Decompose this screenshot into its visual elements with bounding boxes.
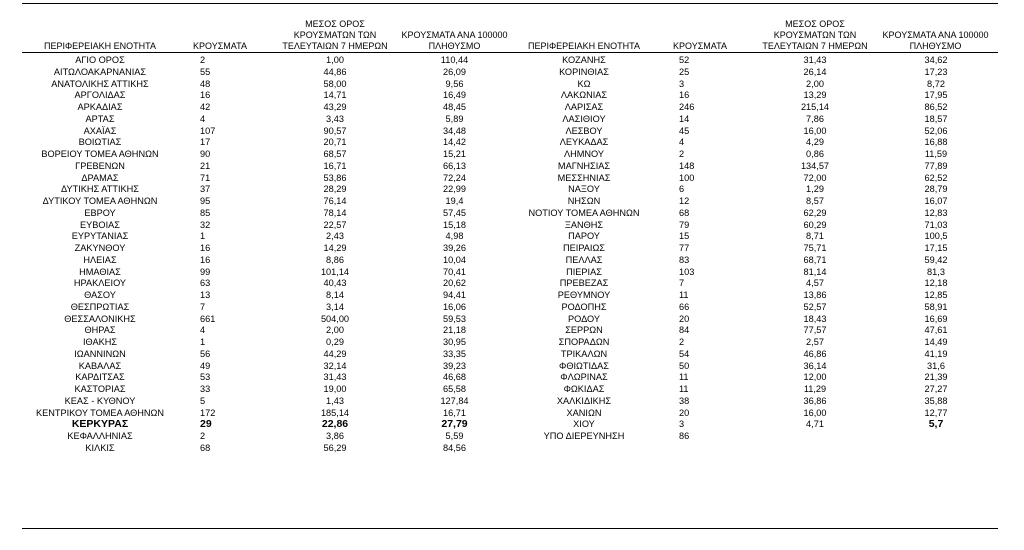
region-cell: ΡΟΔΟΠΗΣ [561, 301, 607, 312]
region-cell: ΥΠΟ ΔΙΕΡΕΥΝΗΣΗ [543, 431, 625, 441]
region-cell: ΑΡΤΑΣ [85, 113, 115, 124]
table-bottom-rule [22, 528, 998, 529]
cases-cell: 86 [679, 431, 690, 441]
cases-cell: 90 [200, 149, 211, 159]
rate-cell: 12,77 [924, 407, 948, 418]
left-avg7-column [280, 55, 390, 455]
avg7-cell: 62,29 [803, 207, 827, 218]
region-cell: ΤΡΙΚΑΛΩΝ [560, 348, 608, 359]
region-cell: ΚΑΒΑΛΑΣ [78, 360, 122, 371]
cases-cell: 79 [679, 219, 690, 230]
left-rate-column [402, 55, 507, 455]
region-cell: ΛΑΡΙΣΑΣ [564, 102, 604, 112]
rate-cell: 59,53 [443, 313, 466, 324]
cases-cell: 2 [679, 149, 685, 159]
rate-cell: 9,56 [445, 78, 464, 89]
region-cell: ΗΛΕΙΑΣ [83, 254, 117, 265]
cases-cell: 53 [200, 372, 211, 383]
region-cell: ΛΑΣΙΘΙΟΥ [562, 113, 606, 124]
region-cell: ΘΑΣΟΥ [84, 290, 116, 300]
rate-cell: 17,23 [924, 66, 948, 77]
rate-cell: 66,13 [443, 160, 466, 171]
rate-cell: 14,42 [443, 137, 466, 148]
avg7-cell: 1,43 [326, 395, 344, 406]
rate-cell: 17,15 [924, 243, 948, 253]
avg7-cell: 13,29 [803, 90, 827, 101]
cases-cell: 6 [679, 184, 685, 195]
avg7-cell: 77,57 [803, 325, 827, 336]
cases-cell: 50 [679, 360, 690, 371]
cases-cell: 99 [200, 266, 211, 277]
region-cell: ΦΩΚΙΔΑΣ [563, 384, 605, 394]
avg7-cell: 22,57 [323, 219, 347, 230]
table-header-rule [22, 52, 998, 53]
avg7-cell: 8,71 [806, 231, 824, 242]
cases-cell: 12 [679, 196, 690, 206]
rate-cell: 86,52 [924, 102, 948, 112]
cases-cell: 56 [200, 348, 211, 359]
region-cell: ΧΑΝΙΩΝ [566, 407, 602, 418]
rate-cell: 4,98 [445, 231, 464, 242]
region-cell: ΛΕΣΒΟΥ [565, 125, 603, 136]
avg7-cell: 215,14 [800, 102, 830, 112]
right-avg7-column [760, 55, 870, 443]
left-cases-column [200, 55, 250, 455]
cases-cell: 25 [679, 66, 690, 77]
cases-cell: 20 [679, 407, 690, 418]
header-cases-left: ΚΡΟΥΣΜΑΤΑ [193, 41, 247, 51]
cases-cell: 48 [200, 78, 211, 89]
rate-cell: 33,35 [443, 348, 466, 359]
cases-cell: 66 [679, 301, 690, 312]
avg7-cell: 134,57 [800, 160, 830, 171]
avg7-cell: 11,29 [803, 384, 827, 394]
avg7-cell [760, 431, 870, 443]
cases-cell: 15 [679, 231, 690, 242]
cases-cell: 83 [679, 254, 690, 265]
right-rate-column [882, 55, 990, 443]
rate-cell: 71,03 [924, 219, 948, 230]
region-cell: ΔΥΤΙΚΗΣ ΑΤΤΙΚΗΣ [61, 184, 139, 195]
region-cell: ΝΗΣΩΝ [567, 196, 601, 206]
header-cases-right: ΚΡΟΥΣΜΑΤΑ [673, 41, 727, 51]
avg7-cell: 3,14 [326, 301, 344, 312]
region-cell: ΚΑΣΤΟΡΙΑΣ [74, 384, 126, 394]
region-cell: ΑΓΙΟ ΟΡΟΣ [75, 55, 125, 65]
avg7-cell: 43,29 [323, 102, 347, 112]
rate-cell: 15,21 [443, 149, 466, 159]
region-cell: ΒΟΙΩΤΙΑΣ [78, 137, 122, 148]
avg7-cell: 26,14 [803, 66, 827, 77]
cases-cell: 37 [200, 184, 211, 195]
rate-cell: 65,58 [443, 384, 466, 394]
region-cell: ΚΕΝΤΡΙΚΟΥ ΤΟΜΕΑ ΑΘΗΝΩΝ [35, 407, 165, 418]
avg7-cell: 72,00 [803, 172, 827, 183]
rate-cell: 21,18 [443, 325, 466, 336]
region-cell: ΡΟΔΟΥ [567, 313, 600, 324]
avg7-cell: 16,71 [323, 160, 347, 171]
header-rate-right: ΚΡΟΥΣΜΑΤΑ ΑΝΑ 100000 ΠΛΗΘΥΣΜΟ [882, 30, 989, 51]
cases-cell: 95 [200, 196, 211, 206]
cases-cell: 246 [679, 102, 695, 112]
cases-cell: 11 [679, 290, 689, 300]
cases-cell: 16 [200, 90, 211, 101]
cases-cell: 4 [679, 137, 685, 148]
rate-cell: 39,26 [443, 243, 466, 253]
region-cell: ΡΕΘΥΜΝΟΥ [557, 290, 611, 300]
region-cell: ΕΒΡΟΥ [84, 207, 116, 218]
region-cell: ΘΗΡΑΣ [84, 325, 116, 336]
region-cell: ΔΡΑΜΑΣ [81, 172, 119, 183]
rate-cell: 59,42 [924, 254, 948, 265]
avg7-cell: 32,14 [323, 360, 347, 371]
left-region-column [30, 55, 170, 455]
rate-cell: 27,27 [924, 384, 948, 394]
cases-cell: 17 [200, 137, 211, 148]
cases-cell: 4 [200, 113, 206, 124]
rate-cell: 34,62 [924, 55, 948, 65]
avg7-cell: 76,14 [323, 196, 347, 206]
avg7-cell: 44,86 [323, 66, 347, 77]
region-cell: ΝΟΤΙΟΥ ΤΟΜΕΑ ΑΘΗΝΩΝ [528, 207, 640, 218]
avg7-cell: 75,71 [803, 243, 827, 253]
region-cell: ΓΡΕΒΕΝΩΝ [75, 160, 125, 171]
cases-cell: 1 [200, 337, 206, 347]
cases-cell: 7 [679, 278, 685, 289]
rate-cell: 81,3 [927, 266, 945, 277]
avg7-cell: 58,00 [323, 78, 347, 89]
avg7-cell: 78,14 [323, 207, 347, 218]
avg7-cell: 53,86 [323, 172, 347, 183]
rate-cell: 110,44 [440, 55, 469, 65]
cases-cell: 107 [200, 125, 216, 136]
avg7-cell: 14,71 [323, 90, 347, 101]
region-cell: ΜΑΓΝΗΣΙΑΣ [557, 160, 611, 171]
region-cell: ΑΝΑΤΟΛΙΚΗΣ ΑΤΤΙΚΗΣ [51, 78, 149, 89]
rate-cell: 31,6 [927, 360, 945, 371]
avg7-cell: 19,00 [323, 384, 347, 394]
avg7-cell: 8,57 [806, 196, 824, 206]
avg7-cell: 185,14 [320, 407, 350, 418]
cases-cell: 3 [679, 78, 685, 89]
avg7-cell: 44,29 [323, 348, 347, 359]
rate-cell: 5,7 [928, 418, 944, 431]
cases-cell: 7 [200, 301, 206, 312]
avg7-cell: 2,00 [806, 78, 824, 89]
cases-cell: 54 [679, 348, 690, 359]
avg7-cell: 1,00 [326, 55, 344, 65]
rate-cell: 12,83 [924, 207, 948, 218]
region-cell: ΚΟΖΑΝΗΣ [562, 55, 606, 65]
cases-cell: 29 [200, 418, 212, 431]
region-cell: ΚΟΡΙΝΘΙΑΣ [559, 66, 609, 77]
region-cell: ΛΑΚΩΝΙΑΣ [560, 90, 608, 101]
region-cell: ΕΥΒΟΙΑΣ [80, 219, 120, 230]
avg7-cell: 22,86 [321, 418, 349, 431]
region-cell: ΕΥΡΥΤΑΝΙΑΣ [71, 231, 129, 242]
rate-cell: 77,89 [924, 160, 948, 171]
rate-cell: 5,89 [445, 113, 464, 124]
rate-cell: 17,95 [924, 90, 948, 101]
cases-cell: 68 [679, 207, 690, 218]
region-cell: ΔΥΤΙΚΟΥ ΤΟΜΕΑ ΑΘΗΝΩΝ [42, 196, 158, 206]
avg7-cell: 28,29 [323, 184, 347, 195]
avg7-cell: 46,86 [803, 348, 827, 359]
region-cell: ΒΟΡΕΙΟΥ ΤΟΜΕΑ ΑΘΗΝΩΝ [41, 149, 159, 159]
avg7-cell: 504,00 [320, 313, 350, 324]
cases-cell: 2 [200, 431, 206, 441]
region-cell: ΘΕΣΠΡΩΤΙΑΣ [70, 301, 130, 312]
cases-cell: 52 [679, 55, 690, 65]
cases-cell: 100 [679, 172, 695, 183]
cases-cell: 4 [200, 325, 206, 336]
region-cell: ΗΡΑΚΛΕΙΟΥ [73, 278, 127, 289]
region-cell: ΞΑΝΘΗΣ [564, 219, 604, 230]
avg7-cell: 2,00 [326, 325, 344, 336]
rate-cell: 70,41 [443, 266, 466, 277]
rate-cell: 72,24 [443, 172, 466, 183]
avg7-cell: 1,29 [806, 184, 824, 195]
avg7-cell: 40,43 [323, 278, 347, 289]
region-cell: ΠΡΕΒΕΖΑΣ [559, 278, 609, 289]
cases-cell: 77 [679, 243, 690, 253]
avg7-cell: 12,00 [803, 372, 827, 383]
cases-cell: 45 [679, 125, 690, 136]
cases-cell: 71 [200, 172, 211, 183]
region-cell: ΦΛΩΡΙΝΑΣ [560, 372, 608, 383]
region-cell: ΚΕΦΑΛΛΗΝΙΑΣ [67, 431, 133, 441]
right-cases-column [679, 55, 729, 443]
avg7-cell: 0,86 [806, 149, 824, 159]
avg7-cell: 13,86 [803, 290, 827, 300]
region-cell: ΦΘΙΩΤΙΔΑΣ [558, 360, 609, 371]
rate-cell: 47,61 [924, 325, 948, 336]
region-cell: ΚΙΛΚΙΣ [85, 442, 115, 453]
avg7-cell: 18,43 [803, 313, 827, 324]
cases-table [22, 0, 998, 550]
region-cell: ΠΕΛΛΑΣ [565, 254, 603, 265]
rate-cell: 12,18 [924, 278, 948, 289]
region-cell: ΑΙΤΩΛΟΑΚΑΡΝΑΝΙΑΣ [53, 66, 147, 77]
rate-cell: 16,69 [924, 313, 948, 324]
region-cell: ΠΕΙΡΑΙΩΣ [563, 243, 605, 253]
region-cell: ΠΙΕΡΙΑΣ [566, 266, 602, 277]
region-cell: ΣΕΡΡΩΝ [565, 325, 603, 336]
cases-cell: 5 [200, 395, 206, 406]
cases-cell: 13 [200, 290, 211, 300]
cases-cell: 84 [679, 325, 690, 336]
avg7-cell: 31,43 [323, 372, 347, 383]
rate-cell: 100,5 [924, 231, 948, 242]
avg7-cell: 8,86 [326, 254, 344, 265]
avg7-cell: 14,29 [323, 243, 347, 253]
rate-cell: 12,85 [924, 290, 948, 300]
avg7-cell: 81,14 [803, 266, 827, 277]
header-rate-left: ΚΡΟΥΣΜΑΤΑ ΑΝΑ 100000 ΠΛΗΘΥΣΜΟ [401, 30, 508, 51]
rate-cell: 19,4 [445, 196, 464, 206]
rate-cell [882, 431, 990, 443]
rate-cell: 84,56 [443, 442, 466, 453]
rate-cell: 16,88 [924, 137, 948, 148]
rate-cell: 35,88 [924, 395, 948, 406]
rate-cell: 27,79 [441, 418, 468, 431]
table-top-rule [22, 3, 998, 4]
avg7-cell: 3,43 [326, 113, 344, 124]
cases-cell: 1 [200, 231, 206, 242]
region-cell: ΧΑΛΚΙΔΙΚΗΣ [556, 395, 612, 406]
region-cell: ΑΡΚΑΔΙΑΣ [77, 102, 123, 112]
rate-cell: 16,49 [443, 90, 466, 101]
cases-cell: 11 [679, 384, 689, 394]
right-region-column [520, 55, 648, 443]
cases-cell: 2 [200, 55, 206, 65]
avg7-cell: 52,57 [803, 301, 827, 312]
rate-cell: 39,23 [443, 360, 466, 371]
region-cell: ΙΘΑΚΗΣ [82, 337, 118, 347]
cases-cell: 172 [200, 407, 216, 418]
region-cell: ΛΗΜΝΟΥ [563, 149, 605, 159]
header-region-right: ΠΕΡΙΦΕΡΕΙΑΚΗ ΕΝΟΤΗΤΑ [527, 41, 641, 51]
avg7-cell: 36,14 [803, 360, 827, 371]
avg7-cell: 7,86 [806, 113, 824, 124]
region-cell: ΜΕΣΣΗΝΙΑΣ [557, 172, 611, 183]
cases-cell: 661 [200, 313, 216, 324]
rate-cell: 58,91 [924, 301, 948, 312]
rate-cell: 10,04 [443, 254, 466, 265]
cases-cell: 49 [200, 360, 211, 371]
cases-cell: 68 [200, 442, 211, 453]
avg7-cell: 2,57 [806, 337, 824, 347]
avg7-cell: 56,29 [323, 442, 347, 453]
avg7-cell: 8,14 [326, 290, 344, 300]
rate-cell: 62,52 [924, 172, 948, 183]
rate-cell: 127,84 [440, 395, 469, 406]
avg7-cell: 4,71 [806, 419, 824, 430]
avg7-cell: 16,00 [803, 407, 827, 418]
region-cell: ΚΕΑΣ - ΚΥΘΝΟΥ [64, 395, 136, 406]
rate-cell: 41,19 [924, 348, 948, 359]
avg7-cell: 60,29 [803, 219, 827, 230]
region-cell: ΙΩΑΝΝΙΝΩΝ [74, 348, 126, 359]
region-cell: ΛΕΥΚΑΔΑΣ [559, 137, 609, 148]
avg7-cell: 16,00 [803, 125, 827, 136]
rate-cell: 21,39 [924, 372, 948, 383]
rate-cell: 16,07 [924, 196, 948, 206]
rate-cell: 26,09 [443, 66, 466, 77]
rate-cell: 11,59 [924, 149, 948, 159]
rate-cell: 46,68 [443, 372, 466, 383]
avg7-cell: 101,14 [320, 266, 350, 277]
cases-cell: 33 [200, 384, 211, 394]
cases-cell: 63 [200, 278, 211, 289]
cases-cell: 2 [679, 337, 685, 347]
region-cell: ΗΜΑΘΙΑΣ [79, 266, 121, 277]
avg7-cell: 4,57 [806, 278, 824, 289]
rate-cell: 8,72 [927, 78, 945, 89]
rate-cell: 22,99 [443, 184, 466, 195]
cases-cell: 3 [679, 419, 685, 430]
region-cell: ΚΑΡΔΙΤΣΑΣ [75, 372, 125, 383]
rate-cell: 15,18 [443, 219, 466, 230]
cases-cell: 85 [200, 207, 211, 218]
header-avg7-left: ΜΕΣΟΣ ΟΡΟΣ ΚΡΟΥΣΜΑΤΩΝ ΤΩΝ ΤΕΛΕΥΤΑΙΩΝ 7 ΗΜΕΡΩΝ [282, 19, 388, 51]
avg7-cell: 2,43 [326, 231, 344, 242]
avg7-cell: 68,57 [323, 149, 347, 159]
rate-cell: 30,95 [443, 337, 466, 347]
cases-cell: 55 [200, 66, 211, 77]
region-cell: ΖΑΚΥΝΘΟΥ [74, 243, 126, 253]
cases-cell: 42 [200, 102, 211, 112]
avg7-cell: 0,29 [326, 337, 344, 347]
cases-cell: 11 [679, 372, 689, 383]
cases-cell: 16 [679, 90, 690, 101]
region-cell: ΚΕΡΚΥΡΑΣ [71, 418, 129, 431]
cases-cell: 148 [679, 160, 695, 171]
rate-cell: 57,45 [443, 207, 466, 218]
cases-cell: 16 [200, 243, 211, 253]
cases-cell: 14 [679, 113, 690, 124]
avg7-cell: 4,29 [806, 137, 824, 148]
rate-cell: 16,06 [443, 301, 466, 312]
cases-cell: 38 [679, 395, 690, 406]
rate-cell: 20,62 [443, 278, 466, 289]
rate-cell: 48,45 [443, 102, 466, 112]
rate-cell: 28,79 [924, 184, 948, 195]
region-cell: ΑΡΓΟΛΙΔΑΣ [74, 90, 126, 101]
region-cell: ΝΑΞΟΥ [568, 184, 600, 195]
avg7-cell: 90,57 [323, 125, 347, 136]
region-cell: ΘΕΣΣΑΛΟΝΙΚΗΣ [64, 313, 136, 324]
rate-cell: 52,06 [924, 125, 948, 136]
rate-cell: 94,41 [443, 290, 466, 300]
header-region-left: ΠΕΡΙΦΕΡΕΙΑΚΗ ΕΝΟΤΗΤΑ [43, 41, 157, 51]
cases-cell: 103 [679, 266, 695, 277]
avg7-cell: 68,71 [803, 254, 827, 265]
avg7-cell: 36,86 [803, 395, 827, 406]
header-avg7-right: ΜΕΣΟΣ ΟΡΟΣ ΚΡΟΥΣΜΑΤΩΝ ΤΩΝ ΤΕΛΕΥΤΑΙΩΝ 7 ΗΜΕΡΩΝ [762, 19, 868, 51]
avg7-cell: 20,71 [323, 137, 347, 148]
region-cell: ΚΩ [577, 78, 591, 89]
rate-cell: 16,71 [443, 407, 466, 418]
cases-cell: 20 [679, 313, 690, 324]
cases-cell: 16 [200, 254, 211, 265]
avg7-cell: 31,43 [803, 55, 827, 65]
region-cell: ΣΠΟΡΑΔΩΝ [558, 337, 610, 347]
cases-cell: 21 [200, 160, 211, 171]
region-cell: ΠΑΡΟΥ [568, 231, 600, 242]
rate-cell: 14,49 [924, 337, 948, 347]
region-cell: ΑΧΑΪΑΣ [83, 125, 117, 136]
region-cell: ΧΙΟΥ [573, 419, 595, 430]
rate-cell: 34,48 [443, 125, 466, 136]
rate-cell: 5,59 [445, 431, 464, 441]
avg7-cell: 3,86 [326, 431, 344, 441]
rate-cell: 18,57 [924, 113, 948, 124]
cases-cell: 32 [200, 219, 211, 230]
